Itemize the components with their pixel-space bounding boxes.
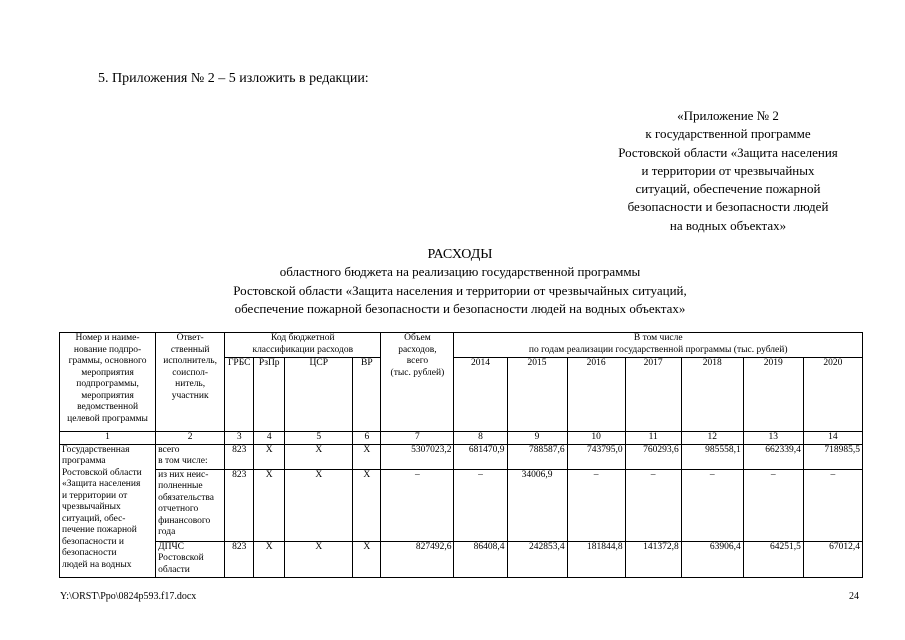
header-year: 2014 [454, 358, 507, 432]
expenses-table [59, 332, 863, 578]
vr-cell: Х [353, 541, 381, 577]
document-heading [60, 246, 860, 319]
year-value-cell: 67012,4 [803, 541, 862, 577]
header-executor: Ответ- ственный исполнитель, соиспол- нитель, участник [156, 333, 225, 432]
total-cell: 827492,6 [381, 541, 454, 577]
column-number: 8 [454, 432, 507, 445]
year-value-cell: – [625, 469, 681, 541]
heading-line: областного бюджета на реализацию государственной программы [279, 264, 641, 279]
csr-cell: Х [285, 469, 353, 541]
year-value-cell: 681470,9 [454, 444, 507, 469]
year-value-cell: – [454, 469, 507, 541]
column-number: 4 [254, 432, 285, 445]
rzpr-cell: Х [254, 541, 285, 577]
appendix-line: «Приложение № 2 [677, 108, 779, 123]
page-number: 24 [849, 591, 859, 602]
year-value-cell: 662339,4 [743, 444, 803, 469]
rzpr-cell: Х [254, 444, 285, 469]
header-program-name: Номер и наиме- нование подпро- граммы, основного мероприятия подпрограммы, мероприятия ведомственной целевой программы [60, 333, 156, 432]
year-value-cell: 242853,4 [507, 541, 567, 577]
year-value-cell: – [743, 469, 803, 541]
header-year: 2016 [567, 358, 625, 432]
column-number: 7 [381, 432, 454, 445]
heading-line: Ростовской области «Защита населения и территории от чрезвычайных ситуаций, [233, 282, 687, 298]
column-number: 13 [743, 432, 803, 445]
appendix-line: ситуаций, обеспечение пожарной [635, 181, 821, 197]
program-name-cell: Государственная программа Ростовской области «Защита населения и территории от чрезвычайных ситуаций, обес- печение пожарной безопасности и безопасности людей на водных [60, 444, 156, 577]
total-cell: – [381, 469, 454, 541]
year-value-cell: 743795,0 [567, 444, 625, 469]
header-grbs: ГРБС [225, 358, 254, 432]
appendix-reference [590, 107, 866, 235]
appendix-line: Ростовской области «Защита населения [618, 144, 838, 160]
year-value-cell: 64251,5 [743, 541, 803, 577]
column-number: 9 [507, 432, 567, 445]
footer-file-path: Y:\ORST\Ppo\0824p593.f17.docx [60, 591, 197, 602]
vr-cell: Х [353, 469, 381, 541]
header-year: 2017 [625, 358, 681, 432]
table-row [60, 469, 863, 541]
year-value-cell: 141372,8 [625, 541, 681, 577]
table-row [60, 541, 863, 577]
executor-cell: из них неис- полненные обязательства отчетного финансового года [156, 469, 225, 541]
grbs-cell: 823 [225, 444, 254, 469]
rzpr-cell: Х [254, 469, 285, 541]
heading-line: обеспечение пожарной безопасности и безопасности людей на водных объектах» [234, 301, 686, 316]
header-csr: ЦСР [285, 358, 353, 432]
year-value-cell: – [681, 469, 743, 541]
total-cell: 5307023,2 [381, 444, 454, 469]
column-number: 10 [567, 432, 625, 445]
column-number: 14 [803, 432, 862, 445]
column-number: 11 [625, 432, 681, 445]
csr-cell: Х [285, 444, 353, 469]
header-including: В том числе по годам реализации государственной программы (тыс. рублей) [454, 333, 863, 358]
year-value-cell: 86408,4 [454, 541, 507, 577]
year-value-cell: 788587,6 [507, 444, 567, 469]
year-value-cell: 181844,8 [567, 541, 625, 577]
appendix-line: на водных объектах» [669, 217, 787, 233]
appendix-line: и территории от чрезвычайных [641, 162, 815, 178]
year-value-cell: 985558,1 [681, 444, 743, 469]
header-budget-code: Код бюджетной классификации расходов [225, 333, 381, 358]
executor-cell: всего в том числе: [156, 444, 225, 469]
column-number: 3 [225, 432, 254, 445]
appendix-line: безопасности и безопасности людей [627, 199, 829, 215]
column-number: 6 [353, 432, 381, 445]
column-number: 5 [285, 432, 353, 445]
grbs-cell: 823 [225, 541, 254, 577]
header-total-volume: Объем расходов, всего (тыс. рублей) [381, 333, 454, 432]
appendix-line: к государственной программе [645, 126, 811, 142]
table-row [60, 444, 863, 469]
heading-title: РАСХОДЫ [427, 247, 493, 262]
header-vr: ВР [353, 358, 381, 432]
year-value-cell: – [803, 469, 862, 541]
header-year: 2018 [681, 358, 743, 432]
year-value-cell: – [567, 469, 625, 541]
vr-cell: Х [353, 444, 381, 469]
header-year: 2015 [507, 358, 567, 432]
column-number: 2 [156, 432, 225, 445]
csr-cell: Х [285, 541, 353, 577]
year-value-cell: 63906,4 [681, 541, 743, 577]
column-number: 1 [60, 432, 156, 445]
year-value-cell: 760293,6 [625, 444, 681, 469]
header-year: 2020 [803, 358, 862, 432]
column-number: 12 [681, 432, 743, 445]
intro-text: 5. Приложения № 2 – 5 изложить в редакции: [98, 71, 369, 86]
executor-cell: ДПЧС Ростовской области [156, 541, 225, 577]
header-rzpr: РзПр [254, 358, 285, 432]
year-value-cell: 34006,9 [507, 469, 567, 541]
header-year: 2019 [743, 358, 803, 432]
year-value-cell: 718985,5 [803, 444, 862, 469]
grbs-cell: 823 [225, 469, 254, 541]
